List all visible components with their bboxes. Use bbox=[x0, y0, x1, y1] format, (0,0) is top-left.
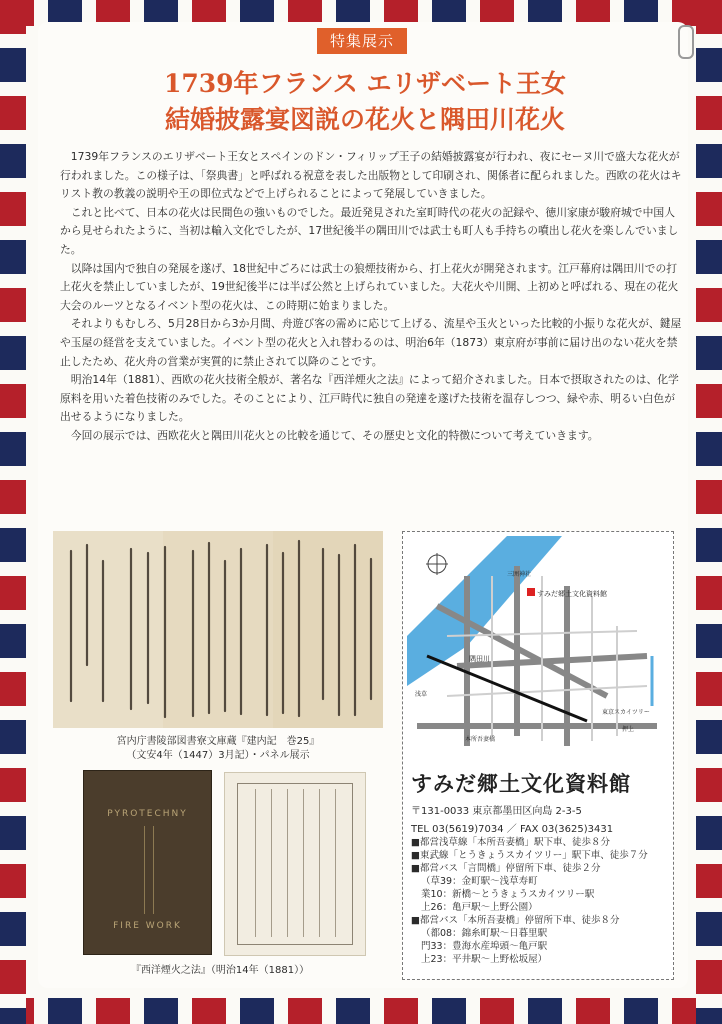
title-line-2: 結婚披露宴図説の花火と隅田川花火 bbox=[164, 105, 565, 134]
text-column bbox=[271, 789, 272, 937]
access-box bbox=[402, 531, 674, 980]
museum-address: 〒131-0033 東京都墨田区向島 2-3-5 bbox=[411, 806, 582, 817]
book-page-photo bbox=[224, 772, 366, 956]
border-stripe-right bbox=[696, 0, 722, 1024]
clip-icon bbox=[678, 25, 694, 59]
manuscript-caption-line-1: 宮内庁書陵部図書寮文庫蔵『建内記 巻25』 bbox=[116, 736, 320, 747]
museum-marker bbox=[527, 588, 535, 596]
map-label-museum: すみだ郷土文化資料館 bbox=[537, 590, 607, 598]
map-label-oshiage: 押上 bbox=[622, 726, 635, 733]
paragraph-3: 以降は国内で独自の発展を遂げ、18世紀中ごろには武士の狼煙技術から、打上花火が開発されます。江戸幕府は隅田川での打上花火を禁止していましたが、19世紀後半には半ば公然と上げられていました。大花火や川開、上初めと呼ばれる、現在の花火大会のルーツとなるイベント型の花火は、この時期に始まりました。 bbox=[60, 261, 679, 312]
access-map bbox=[407, 536, 669, 762]
manuscript-caption-line-2: （文安4年（1447）3月記）・パネル展示 bbox=[126, 750, 310, 761]
access-item: ■都営バス「言問橋」停留所下車、徒歩２分 bbox=[411, 863, 601, 874]
map-label-shrine: 三囲神社 bbox=[507, 571, 532, 578]
manuscript-photo bbox=[53, 531, 383, 728]
book-title-bottom: FIRE WORK bbox=[113, 921, 182, 931]
access-item: 業10：新橋～とうきょうスカイツリー駅 bbox=[421, 889, 595, 900]
text-column bbox=[319, 789, 320, 937]
access-item: （草39：金町駅～浅草寿町 bbox=[421, 876, 538, 887]
paragraph-4: それよりもむしろ、5月28日から3か月間、舟遊び客の需めに応じて上げる、流星や玉火といった比較的小振りな花火が、鍵屋や玉屋の経営を支えていました。イベント型の花火と入れ替わるのは、明治6年（1873）東京府が事前に届け出のない花火を禁止したため、花火舟の営業が実質的に禁止されて以降のことです。 bbox=[60, 317, 682, 368]
feature-badge: 特集展示 bbox=[317, 28, 407, 54]
access-item: 上26：亀戸駅～上野公園） bbox=[421, 902, 538, 913]
access-item: 上23：平井駅～上野松坂屋） bbox=[421, 954, 548, 965]
access-item: ■東武線「とうきょうスカイツリー」駅下車、徒歩７分 bbox=[411, 850, 648, 861]
access-item: ■都営バス「本所吾妻橋」停留所下車、徒歩８分 bbox=[411, 915, 620, 926]
manuscript-illustration bbox=[53, 531, 383, 728]
book-title-top: PYROTECHNY bbox=[107, 809, 188, 819]
book-caption: 『西洋煙火之法』（明治14年（1881）） bbox=[130, 965, 310, 976]
border-stripe-left bbox=[0, 0, 26, 1024]
map-label-river: 隅田川 bbox=[469, 655, 490, 663]
museum-phone: TEL 03(5619)7034 ／ FAX 03(3625)3431 bbox=[411, 824, 614, 835]
text-column bbox=[303, 789, 304, 937]
manuscript-caption bbox=[53, 735, 383, 763]
text-column bbox=[287, 789, 288, 937]
border-stripe-bottom bbox=[0, 998, 722, 1024]
body-text bbox=[60, 148, 685, 446]
map-label-honjo: 本所吾妻橋 bbox=[465, 736, 496, 743]
title-line-1: 1739年フランス エリザベート王女 bbox=[163, 69, 567, 98]
access-item: （都08：錦糸町駅～日暮里駅 bbox=[421, 928, 548, 939]
book-spine-decoration bbox=[144, 826, 154, 914]
museum-name: すみだ郷土文化資料館 bbox=[411, 772, 631, 796]
paragraph-1: 1739年フランスのエリザベート王女とスペインのドン・フィリップ王子の結婚披露宴が行われ、夜にセーヌ川で盛大な花火が行われました。この様子は、「祭典書」と呼ばれる祝意を表した出版物として印刷され、関係者に配られました。西欧の花火はキリスト教の教義の説明や王の即位式などで上げられることによって発展していきました。 bbox=[60, 150, 682, 201]
paragraph-5: 明治14年（1881）、西欧の花火技術全般が、著名な『西洋煙火之法』によって紹介されました。日本で摂取されたのは、化学原料を用いた着色技術のみでした。そのことにより、江戸時代に独自の発達を遂げた技術を温存しつつ、緑や赤、明るい白色が出せるようになりました。 bbox=[60, 373, 679, 424]
text-column bbox=[255, 789, 256, 937]
access-item: 門33：豊海水産埠頭～亀戸駅 bbox=[421, 941, 548, 952]
text-column bbox=[335, 789, 336, 937]
map-label-skytree: 東京スカイツリー bbox=[602, 709, 650, 716]
book-cover-photo bbox=[83, 770, 212, 955]
access-list bbox=[411, 836, 669, 966]
paragraph-2: これと比べて、日本の花火は民間色の強いものでした。最近発見された室町時代の花火の記録や、徳川家康が駿府城で中国人から見せられたように、当初は輸入文化でしたが、17世紀後半の隅田川では武士も町人も手持ちの噴出し花火を楽しんでいました。 bbox=[60, 205, 679, 256]
paragraph-6: 今回の展示では、西欧花火と隅田川花火との比較を通じて、その歴史と文化的特徴について考えていきます。 bbox=[70, 428, 599, 442]
access-item: ■都営浅草線「本所吾妻橋」駅下車、徒歩８分 bbox=[411, 837, 610, 848]
map-label-asakusa: 浅草 bbox=[415, 691, 428, 698]
